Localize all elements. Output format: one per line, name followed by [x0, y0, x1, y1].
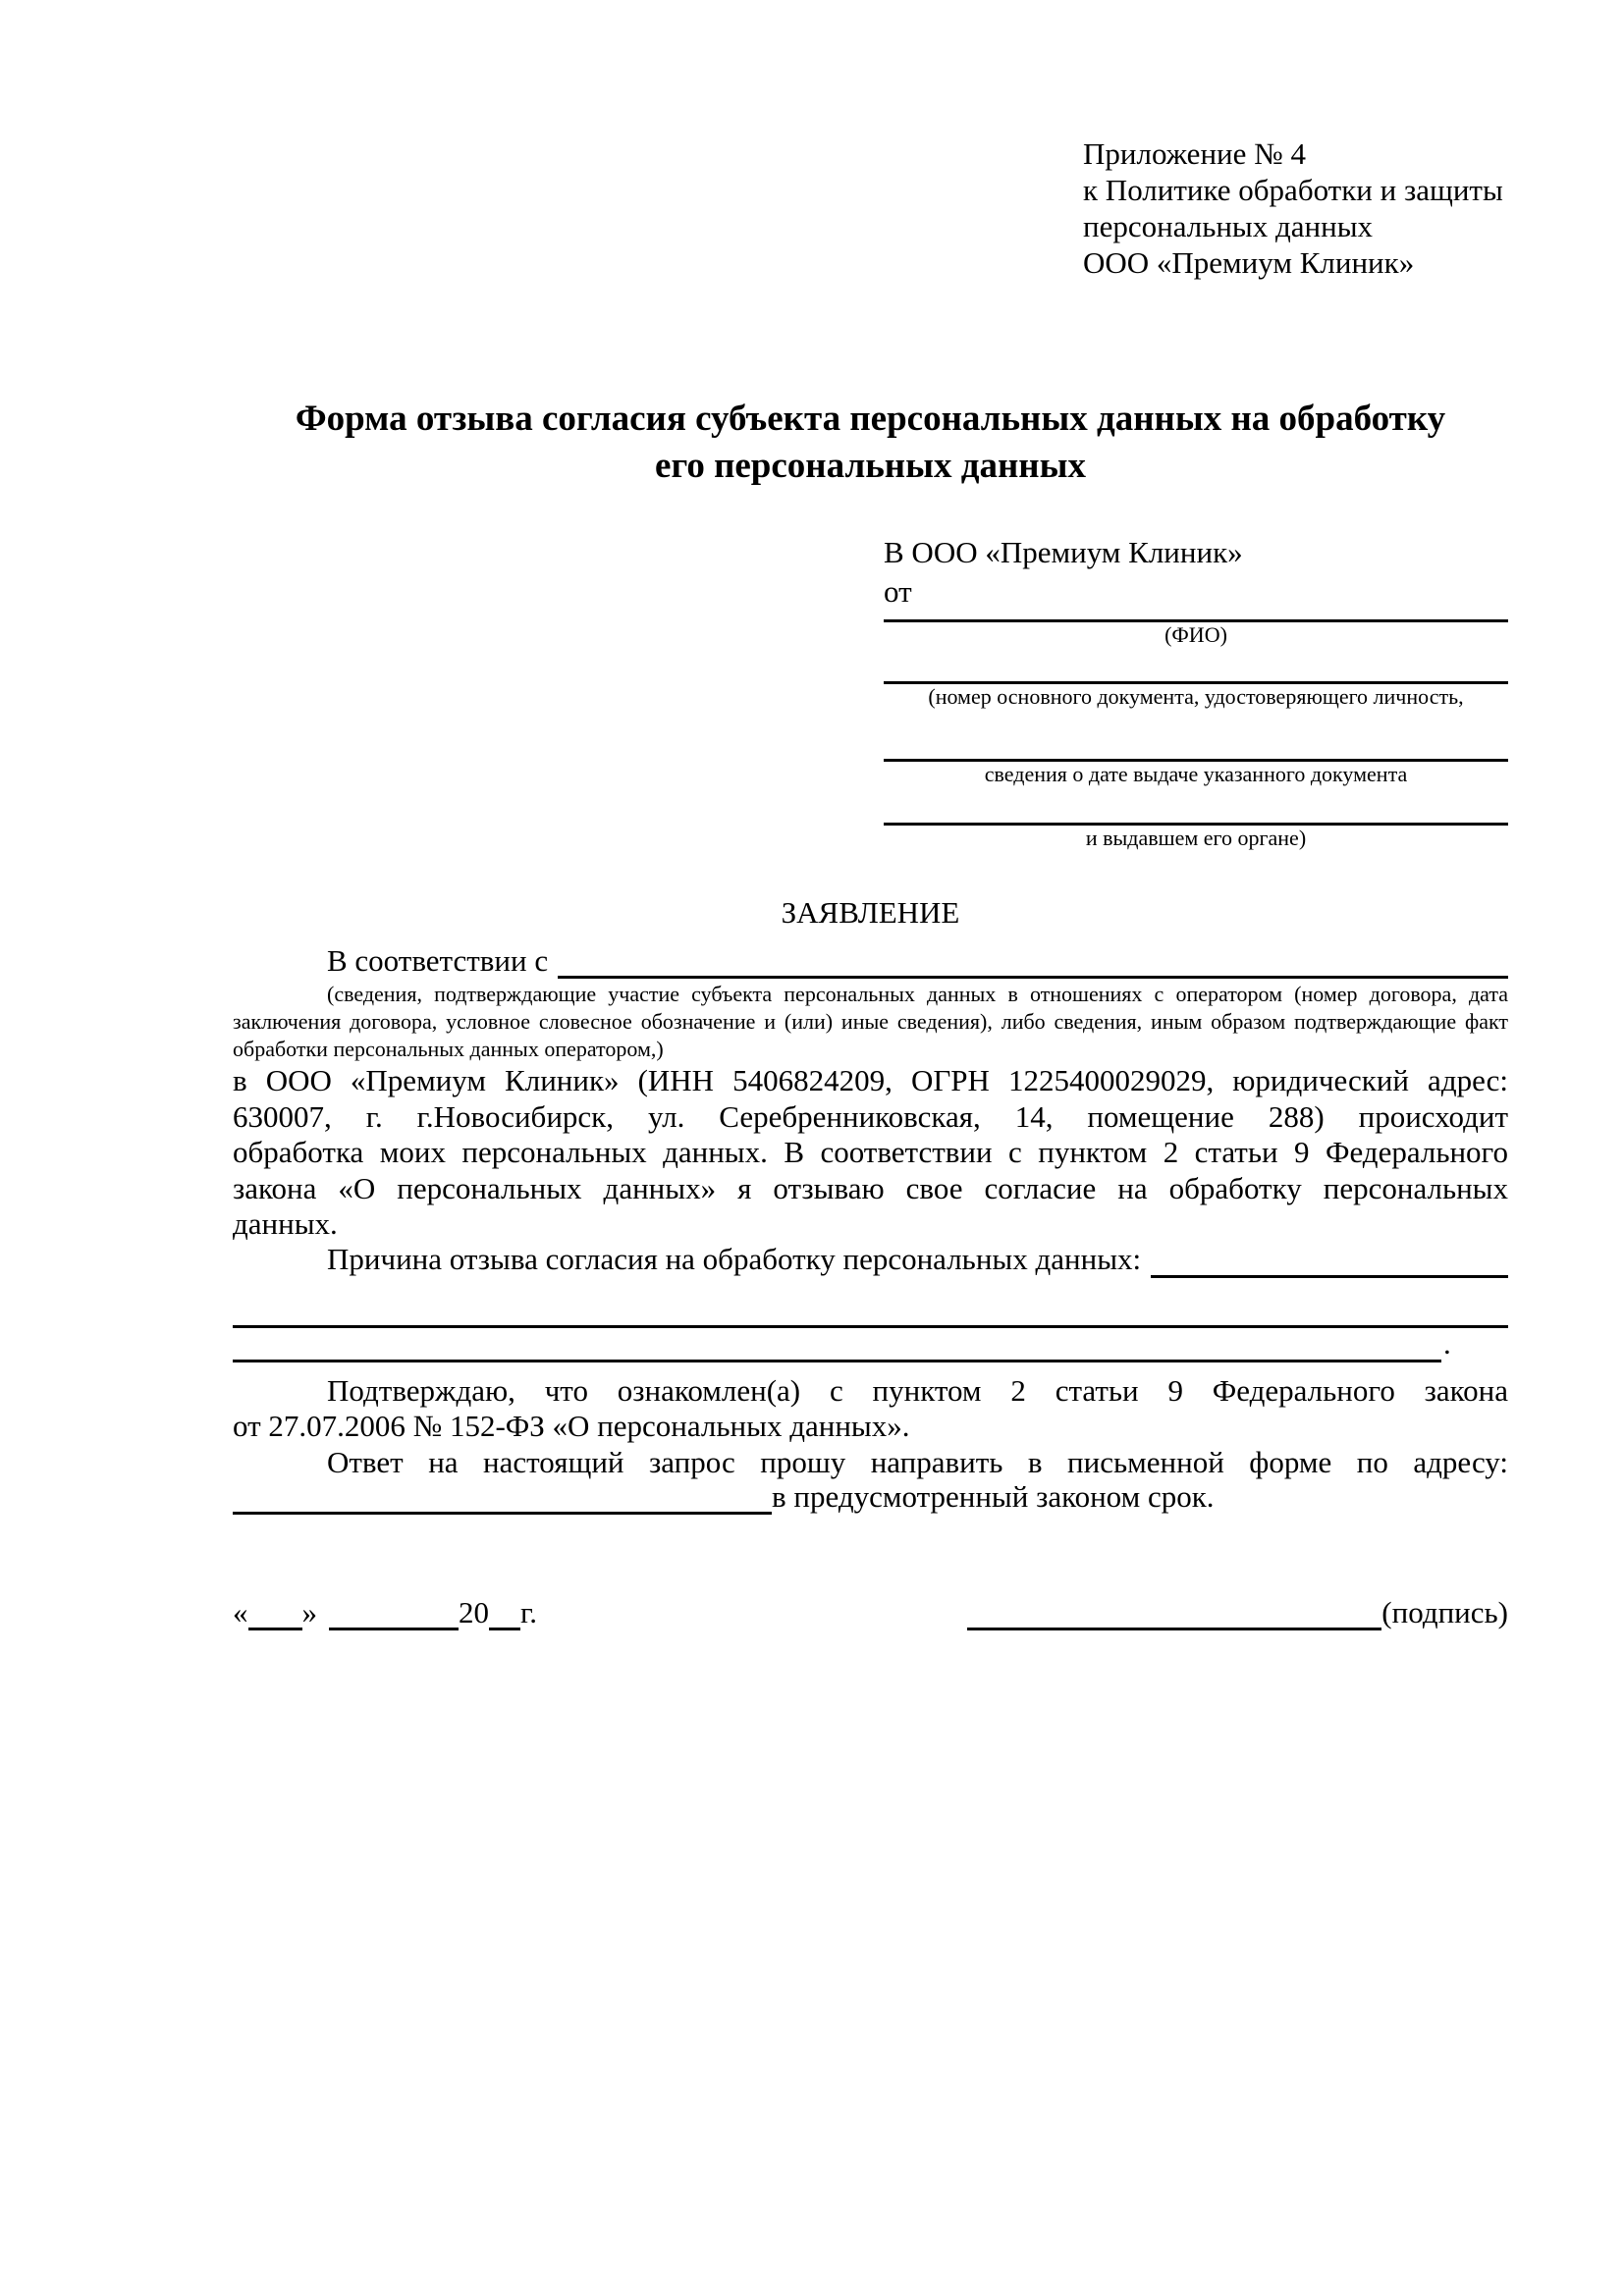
form-title-line: Форма отзыва согласия субъекта персональных данных на обработку	[295, 399, 1446, 439]
form-title	[233, 396, 1508, 490]
year-suffix-label: г.	[520, 1595, 537, 1629]
reason-label: Причина отзыва согласия на обработку персональных данных:	[327, 1242, 1142, 1276]
main-paragraph-line: 630007, г. г.Новосибирск, ул. Серебренниковская, 14, помещение 288) происходит	[233, 1098, 1508, 1134]
annotation-line: обработки персональных данных оператором,)	[233, 1037, 664, 1061]
annex-line: персональных данных	[1083, 209, 1374, 243]
main-paragraph-line: обработка моих персональных данных. В соответствии с пунктом 2 статьи 9 Федерального	[233, 1135, 1508, 1169]
confirmation-line: Подтверждаю, что ознакомлен(а) с пунктом 2 статьи 9 Федерального закона	[327, 1372, 1508, 1408]
annex-line: Приложение № 4	[1083, 136, 1306, 171]
form-title-line: его персональных данных	[655, 446, 1086, 486]
intro-blank-line	[558, 970, 1508, 979]
reply-suffix: в предусмотренный законом срок.	[772, 1478, 1215, 1514]
addressee-to: В ООО «Премиум Клиник»	[884, 535, 1243, 569]
annotation-line: заключения договора, условное словесное обозначение и (или) иные сведения), либо сведения, иным образом подтверждающие факт	[233, 1009, 1508, 1034]
period-mark: .	[1443, 1326, 1451, 1361]
month-blank-line	[329, 1622, 459, 1630]
quote-close: »	[301, 1595, 317, 1629]
reply-address-row	[233, 1480, 1508, 1515]
statement-content	[233, 939, 1508, 1515]
annotation-paragraph	[233, 981, 1508, 1063]
signature-blank-line	[967, 1622, 1381, 1630]
main-paragraph-line: данных.	[233, 1206, 338, 1241]
confirmation-line: от 27.07.2006 № 152-ФЗ «О персональных данных».	[233, 1409, 910, 1443]
document-number-blank-line	[884, 648, 1508, 684]
intro-row	[233, 939, 1508, 979]
reason-row	[233, 1243, 1508, 1278]
signature-row	[233, 1595, 1508, 1630]
annex-line: к Политике обработки и защиты	[1083, 173, 1503, 207]
issue-date-blank-line	[884, 710, 1508, 762]
intro-prefix: В соответствии с	[327, 942, 549, 978]
signature-group	[967, 1595, 1508, 1630]
document-number-field-label: (номер основного документа, удостоверяющего личность,	[928, 684, 1464, 709]
date-group	[233, 1595, 537, 1630]
year-prefix: 20	[459, 1595, 489, 1629]
day-blank-line	[248, 1622, 302, 1630]
signature-label: (подпись)	[1381, 1595, 1508, 1629]
reason-blank-line	[1151, 1269, 1508, 1278]
address-blank-line	[233, 1506, 772, 1515]
main-paragraph-line: в ООО «Премиум Клиник» (ИНН 5406824209, ОГРН 1225400029029, юридический адрес:	[233, 1063, 1508, 1097]
confirmation-paragraph	[233, 1373, 1508, 1445]
quote-open: «	[233, 1595, 248, 1629]
reason-blank-line-full	[233, 1299, 1508, 1328]
annotation-line: (сведения, подтверждающие участие субъекта персональных данных в отношениях с оператором (номер договора, дата	[327, 982, 1508, 1006]
blank-line	[233, 1354, 1441, 1362]
issuing-authority-field-label: и выдавшем его органе)	[1085, 826, 1307, 850]
statement-heading: ЗАЯВЛЕНИЕ	[781, 895, 960, 930]
issuing-authority-blank-line	[884, 787, 1508, 826]
fio-field-label: (ФИО)	[1164, 622, 1227, 647]
annex-header	[1083, 135, 1503, 281]
addressee-from-label: от	[884, 574, 912, 609]
addressee-block	[884, 533, 1508, 851]
issue-date-field-label: сведения о дате выдаче указанного документа	[984, 762, 1408, 786]
annex-line: ООО «Премиум Клиник»	[1083, 245, 1415, 280]
year-blank-line	[489, 1622, 520, 1630]
reason-blank-line-end	[233, 1328, 1508, 1362]
fio-blank-line	[884, 612, 1508, 622]
main-paragraph	[233, 1063, 1508, 1243]
main-paragraph-line: закона «О персональных данных» я отзываю свое согласие на обработку персональных	[233, 1170, 1508, 1205]
reply-request-line: Ответ на настоящий запрос прошу направить в письменной форме по адресу:	[327, 1444, 1508, 1479]
